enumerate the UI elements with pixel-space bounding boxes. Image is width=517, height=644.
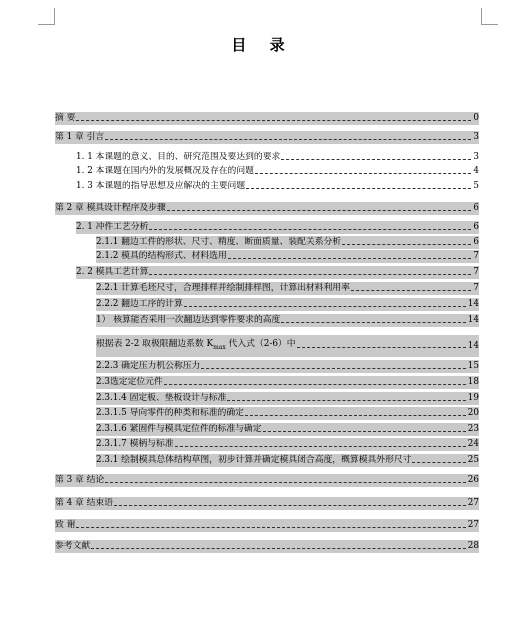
toc-entry-label bbox=[96, 360, 200, 373]
toc-leader-dots bbox=[228, 257, 472, 259]
toc-entry[interactable] bbox=[76, 165, 479, 178]
toc-entry-page-number: 23 bbox=[467, 424, 479, 434]
toc-entry-label bbox=[55, 540, 90, 553]
toc-entry-label bbox=[76, 165, 254, 178]
toc-entry-label bbox=[96, 282, 350, 295]
toc-title-char: 录 bbox=[269, 36, 286, 54]
toc-entry-page-number: 0 bbox=[473, 113, 479, 123]
toc-entry-label bbox=[96, 314, 280, 327]
toc-entry[interactable] bbox=[76, 180, 479, 193]
page-corner-mark bbox=[481, 8, 498, 25]
toc-entry-text: 2.3.1.7 模柄与标准 bbox=[96, 439, 174, 449]
toc-entry-page-number: 24 bbox=[467, 439, 479, 449]
toc-entry[interactable] bbox=[55, 519, 479, 532]
toc-entry[interactable] bbox=[96, 250, 479, 263]
toc-entry-text: 2.3.1.6 紧固件与模具定位件的标准与确定 bbox=[96, 424, 262, 434]
toc-leader-dots bbox=[91, 547, 466, 549]
toc-entry-page-number: 14 bbox=[467, 341, 479, 351]
toc-title bbox=[0, 34, 517, 55]
toc-entry[interactable] bbox=[55, 497, 479, 510]
toc-entry-text: 第 4 章 结束语 bbox=[55, 498, 113, 508]
toc-entry-label bbox=[76, 151, 280, 164]
toc-entry-text: 2.3.1.4 固定板、垫板设计与标准 bbox=[96, 393, 227, 403]
toc-entry-page-number: 18 bbox=[467, 377, 479, 387]
toc-entry[interactable] bbox=[96, 376, 479, 389]
toc-entry-page-number: 3 bbox=[473, 132, 479, 142]
toc-leader-dots bbox=[245, 414, 466, 416]
toc-entry-text: 第 1 章 引言 bbox=[55, 132, 105, 142]
toc-entry-label bbox=[76, 180, 245, 193]
toc-entry-text: 2.1.2 模具的结构形式、材料选用 bbox=[96, 251, 227, 261]
toc-entry-label bbox=[76, 266, 148, 279]
toc-leader-dots bbox=[281, 158, 471, 160]
toc-entry[interactable] bbox=[76, 221, 479, 234]
toc-entry-text: 2.2.3 确定压力机公称压力 bbox=[96, 361, 201, 371]
toc-leader-dots bbox=[175, 445, 466, 447]
toc-entry-label bbox=[55, 497, 113, 510]
toc-entry-text: 1. 3 本课题的指导思想及应解决的主要问题 bbox=[76, 181, 246, 191]
toc-leader-dots bbox=[255, 172, 471, 174]
toc-entry[interactable] bbox=[96, 236, 479, 249]
toc-leader-dots bbox=[149, 273, 471, 275]
toc-entry[interactable] bbox=[96, 298, 479, 311]
toc-entry-label bbox=[96, 236, 341, 249]
toc-entry-page-number: 14 bbox=[467, 299, 479, 309]
toc-entry-page-number: 4 bbox=[473, 166, 479, 176]
toc-entry-page-number: 6 bbox=[473, 203, 479, 213]
toc-entry[interactable] bbox=[55, 540, 479, 553]
toc-entry-label bbox=[96, 333, 296, 359]
toc-entry[interactable] bbox=[96, 438, 479, 451]
toc-leader-dots bbox=[184, 305, 466, 307]
toc-leader-dots bbox=[351, 289, 471, 291]
toc-entry-text: 2.2.1 计算毛坯尺寸，合理排样并绘制排样图，计算出材料利用率 bbox=[96, 283, 350, 293]
toc-leader-dots bbox=[76, 119, 471, 121]
toc-entry-text: 参考文献 bbox=[55, 541, 91, 551]
toc-entry[interactable] bbox=[96, 314, 479, 327]
toc-entry-text: 根据表 2-2 取极限翻边系数 K bbox=[96, 339, 214, 350]
toc-entry-label bbox=[96, 454, 411, 467]
toc-entry[interactable] bbox=[96, 392, 479, 405]
toc-leader-dots bbox=[76, 526, 465, 528]
toc-entry-page-number: 19 bbox=[467, 393, 479, 403]
toc-entry-label bbox=[96, 423, 262, 436]
toc-entry-text: 致 谢 bbox=[55, 520, 76, 530]
toc-entry-text: 2. 2 模具工艺计算 bbox=[76, 267, 149, 277]
toc-entry-text: 2. 1 冲件工艺分析 bbox=[76, 222, 149, 232]
toc-entry-page-number: 6 bbox=[473, 237, 479, 247]
toc-leader-dots bbox=[342, 243, 471, 245]
toc-entry-page-number: 26 bbox=[467, 475, 479, 485]
toc-entry-text: 2.2.2 翻边工序的计算 bbox=[96, 299, 183, 309]
toc-entry-text: 2.3.1 绘制模具总体结构草图，初步计算并确定模具闭合高度，概算模具外形尺寸 bbox=[96, 455, 412, 465]
toc-entry-page-number: 3 bbox=[473, 152, 479, 162]
toc-entry[interactable] bbox=[55, 131, 479, 144]
toc-entry-label bbox=[55, 202, 166, 215]
toc-entry-page-number: 7 bbox=[473, 267, 479, 277]
toc-entry[interactable] bbox=[96, 360, 479, 373]
toc-leader-dots bbox=[246, 187, 471, 189]
toc-entry-text: 2.3选定定位元件 bbox=[96, 377, 163, 387]
toc-leader-dots bbox=[297, 346, 466, 348]
toc-entry-page-number: 15 bbox=[467, 361, 479, 371]
toc-entry-text: 2.3.1.5 导向零件的种类和标准的确定 bbox=[96, 408, 244, 418]
toc-entry-page-number: 20 bbox=[467, 408, 479, 418]
toc-entry-label bbox=[96, 438, 174, 451]
toc-leader-dots bbox=[167, 209, 472, 211]
toc-entry-text: 1. 2 本课题在国内外的发展概况及存在的问题 bbox=[76, 166, 254, 176]
toc-entry-page-number: 6 bbox=[473, 222, 479, 232]
toc-entry-page-number: 5 bbox=[473, 181, 479, 191]
toc-entry-label bbox=[96, 376, 163, 389]
toc-entry-label bbox=[55, 131, 104, 144]
toc-entry-subscript: max bbox=[213, 343, 226, 351]
toc-leader-dots bbox=[105, 481, 466, 483]
toc-leader-dots bbox=[263, 430, 466, 432]
toc-leader-dots bbox=[149, 228, 471, 230]
toc-entry-text: 第 3 章 结论 bbox=[55, 475, 105, 485]
toc-entry[interactable] bbox=[96, 282, 479, 295]
toc-entry[interactable] bbox=[76, 151, 479, 164]
toc-entry[interactable] bbox=[55, 112, 479, 125]
toc-entry[interactable] bbox=[96, 335, 479, 357]
toc-entry-text: 代入式（2-6）中 bbox=[225, 339, 296, 350]
toc-entry-label bbox=[96, 250, 227, 263]
toc-entry-label bbox=[96, 407, 244, 420]
toc-entry[interactable] bbox=[55, 474, 479, 487]
toc-entry-page-number: 7 bbox=[473, 251, 479, 261]
toc-entry[interactable] bbox=[96, 407, 479, 420]
toc-entry-text: 1. 1 本课题的意义、目的、研究范围及要达到的要求 bbox=[76, 152, 281, 162]
toc-leader-dots bbox=[164, 383, 466, 385]
toc-entry-page-number: 14 bbox=[467, 315, 479, 325]
toc-entry-label bbox=[55, 519, 75, 532]
toc-entry-text: 2.1.1 翻边工件的形状、尺寸、精度、断面质量、装配关系分析 bbox=[96, 237, 342, 247]
toc-leader-dots bbox=[412, 461, 465, 463]
toc-leader-dots bbox=[105, 138, 471, 140]
page-corner-mark bbox=[38, 8, 55, 25]
toc-entry-label bbox=[55, 112, 75, 125]
toc-entry-label bbox=[76, 221, 148, 234]
toc-entry[interactable] bbox=[96, 454, 479, 467]
toc-entry-label bbox=[55, 474, 104, 487]
toc-entry-page-number: 27 bbox=[467, 520, 479, 530]
toc-entry-page-number: 28 bbox=[467, 541, 479, 551]
toc-leader-dots bbox=[114, 504, 466, 506]
toc-entry-label bbox=[96, 298, 183, 311]
toc-entry[interactable] bbox=[96, 423, 479, 436]
toc-entry-text: 摘 要 bbox=[55, 113, 76, 123]
toc-entry-page-number: 7 bbox=[473, 283, 479, 293]
toc-entry[interactable] bbox=[76, 266, 479, 279]
toc-title-char: 目 bbox=[231, 36, 248, 54]
toc-entry-text: 第 2 章 模具设计程序及步骤 bbox=[55, 203, 166, 213]
toc-leader-dots bbox=[281, 321, 465, 323]
toc-entry[interactable] bbox=[55, 202, 479, 215]
toc-entry-page-number: 27 bbox=[467, 498, 479, 508]
toc-entry-page-number: 25 bbox=[467, 455, 479, 465]
toc-leader-dots bbox=[227, 399, 465, 401]
toc-entry-label bbox=[96, 392, 226, 405]
toc-leader-dots bbox=[201, 367, 465, 369]
toc-entry-text: 1） 核算能否采用一次翻边达到零件要求的高度 bbox=[96, 315, 281, 325]
